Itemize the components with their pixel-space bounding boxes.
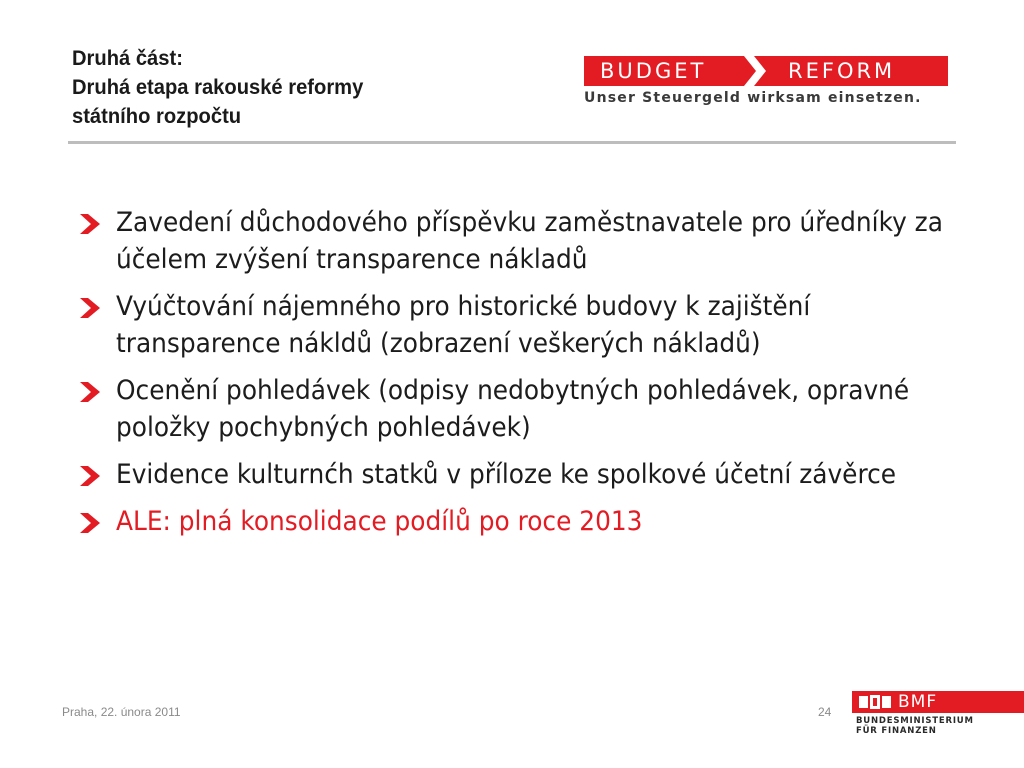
footer-date: Praha, 22. února 2011	[62, 705, 181, 719]
logo-chevron-icon	[744, 56, 776, 86]
bmf-line-2: FÜR FINANZEN	[856, 726, 937, 736]
chevron-right-icon	[78, 213, 102, 235]
chevron-right-icon	[78, 512, 102, 534]
bullet-item	[78, 204, 978, 278]
eagle-emblem-icon	[858, 694, 892, 710]
logo-tagline: Unser Steuergeld wirksam einsetzen.	[584, 90, 922, 106]
budget-reform-logo	[576, 52, 956, 116]
bullet-text: Zavedení důchodového příspěvku zaměstnavatele pro úředníky za účelem zvýšení transparence nákladů	[116, 207, 943, 275]
bullet-item-highlight	[78, 503, 978, 540]
bullet-list	[78, 204, 978, 550]
title-line-3: státního rozpočtu	[72, 105, 242, 128]
bullet-text: Vyúčtování nájemného pro historické budovy k zajištění transparence nákldů (zobrazení veškerých nákladů)	[116, 291, 811, 359]
bullet-item	[78, 288, 978, 362]
bullet-text: Ocenění pohledávek (odpisy nedobytných pohledávek, opravné položky pochybných pohledávek)	[116, 375, 910, 443]
title-divider	[68, 141, 956, 144]
title-line-1: Druhá část:	[72, 47, 183, 70]
title-line-2: Druhá etapa rakouské reformy	[72, 76, 364, 99]
bullet-text: ALE: plná konsolidace podílů po roce 2013	[116, 506, 643, 537]
bullet-item	[78, 372, 978, 446]
page-number: 24	[818, 705, 832, 719]
logo-word-budget: BUDGET	[600, 59, 707, 83]
bmf-line-1: BUNDESMINISTERIUM	[856, 716, 974, 726]
bullet-item	[78, 456, 978, 493]
bmf-letters: BMF	[898, 692, 938, 712]
chevron-right-icon	[78, 297, 102, 319]
chevron-right-icon	[78, 381, 102, 403]
bmf-ministry-name	[856, 716, 974, 736]
slide-title	[72, 44, 363, 131]
bmf-logo	[852, 691, 1024, 741]
logo-word-reform: REFORM	[788, 59, 896, 83]
chevron-right-icon	[78, 465, 102, 487]
bullet-text: Evidence kulturnćh statků v příloze ke spolkové účetní závěrce	[116, 459, 897, 490]
